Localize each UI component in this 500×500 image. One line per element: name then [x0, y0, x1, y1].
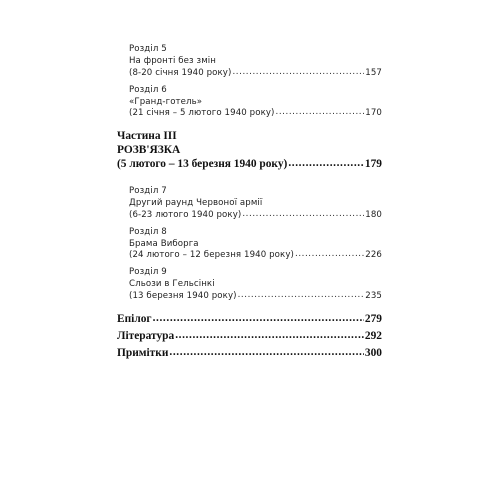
- section-9-dates: (13 березня 1940 року): [129, 291, 237, 301]
- section-5-dates: (8-20 січня 1940 року): [129, 68, 232, 78]
- section-8-dates: (24 лютого – 12 березня 1940 року): [129, 250, 294, 260]
- section-5-label: Розділ 5: [129, 44, 167, 54]
- section-7-label: Розділ 7: [129, 186, 167, 196]
- epilogue-page: 279: [364, 313, 382, 325]
- section-7-entry[interactable]: [129, 210, 382, 220]
- section-5-page: 157: [365, 68, 382, 78]
- leader-dots: [169, 346, 364, 358]
- section-8-entry[interactable]: [129, 250, 382, 260]
- section-9-title: Сльози в Гельсінкі: [129, 279, 215, 289]
- part-3-page: 179: [364, 158, 382, 170]
- leader-dots: [153, 312, 364, 324]
- section-6-label: Розділ 6: [129, 85, 167, 95]
- leader-dots: [232, 67, 364, 77]
- section-8-page: 226: [365, 250, 382, 260]
- leader-dots: [288, 157, 364, 169]
- section-9-label: Розділ 9: [129, 267, 167, 277]
- section-6-page: 170: [365, 108, 382, 118]
- literature-title: Література: [117, 330, 175, 342]
- notes-title: Примітки: [117, 347, 169, 359]
- section-9-page: 235: [365, 291, 382, 301]
- part-3-label: Частина III: [117, 130, 177, 142]
- leader-dots: [238, 290, 365, 300]
- section-8-title: Брама Виборга: [129, 239, 199, 249]
- section-9-entry[interactable]: [129, 291, 382, 301]
- leader-dots: [295, 249, 364, 259]
- leader-dots: [175, 329, 364, 341]
- leader-dots: [276, 107, 365, 117]
- part-3-entry[interactable]: [117, 158, 382, 170]
- section-5-entry[interactable]: [129, 68, 382, 78]
- part-3-dates: (5 лютого – 13 березня 1940 року): [117, 158, 288, 170]
- section-7-page: 180: [365, 210, 382, 220]
- part-3-title: РОЗВ'ЯЗКА: [117, 144, 181, 156]
- section-6-title: «Гранд-готель»: [129, 97, 203, 107]
- notes-page: 300: [364, 347, 382, 359]
- section-8-label: Розділ 8: [129, 227, 167, 237]
- section-6-dates: (21 січня – 5 лютого 1940 року): [129, 108, 275, 118]
- notes-entry[interactable]: [117, 347, 382, 359]
- section-5-title: На фронті без змін: [129, 56, 217, 66]
- section-7-title: Другий раунд Червоної армії: [129, 198, 263, 208]
- epilogue-title: Епілог: [117, 313, 152, 325]
- literature-entry[interactable]: [117, 330, 382, 342]
- section-6-entry[interactable]: [129, 108, 382, 118]
- section-7-dates: (6-23 лютого 1940 року): [129, 210, 242, 220]
- leader-dots: [242, 209, 364, 219]
- literature-page: 292: [364, 330, 382, 342]
- epilogue-entry[interactable]: [117, 313, 382, 325]
